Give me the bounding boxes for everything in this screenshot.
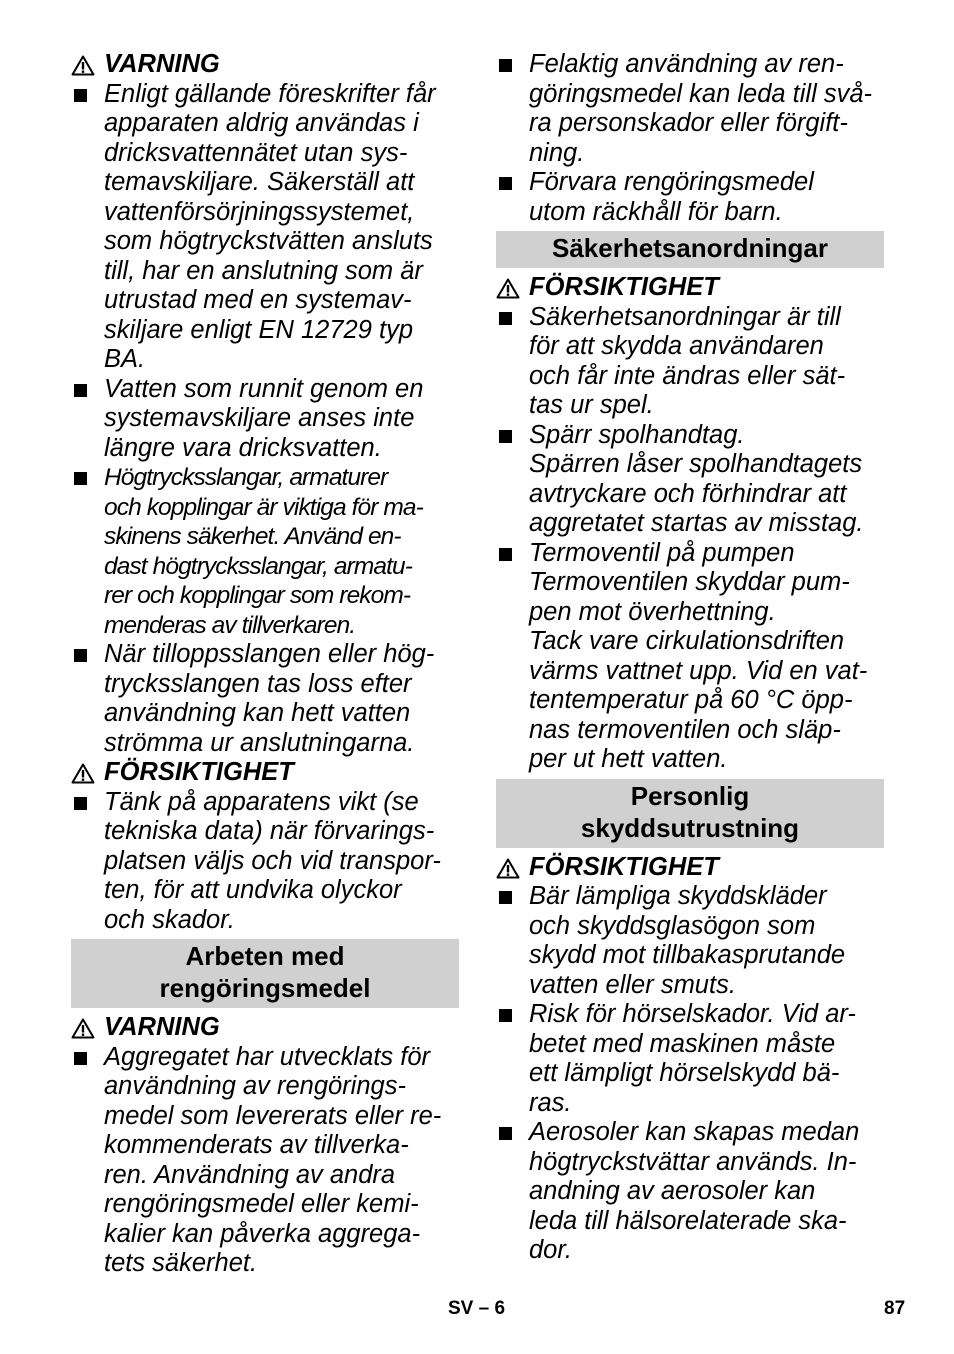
bullet-text-line: systemavskiljare anses inte — [104, 404, 415, 432]
bullet-text-line: skydd mot tillbakasprutande — [529, 941, 846, 969]
bullet-text-line: och skyddsglasögon som — [529, 911, 816, 940]
warning-label-text: VARNING — [104, 1013, 220, 1041]
bullet-text-line: skinens säkerhet. Använd en- — [104, 523, 401, 550]
bullet-item — [71, 80, 459, 375]
bullet-text-line: för att skydda användaren — [529, 332, 824, 360]
right-column — [496, 50, 884, 1266]
bullet-text-line: medel som levererats eller re- — [104, 1101, 442, 1130]
bullet-text-line: andning av aerosoler kan — [529, 1177, 816, 1205]
bullet-item — [496, 50, 884, 168]
bullet-text-line: och skador. — [104, 905, 235, 934]
bullet-item — [71, 640, 459, 758]
bullet-text-line: Termoventilen skyddar pum- — [529, 568, 850, 596]
footer-section-label: SV – 6 — [448, 1298, 506, 1319]
bullet-text-line: vattenförsörjningssystemet, — [104, 197, 415, 226]
bullet-text-line: till, har en anslutning som är — [104, 256, 423, 285]
bullet-text-line: ra personskador eller förgift- — [529, 109, 848, 137]
bullet-text-line: högtryckstvättar används. In- — [529, 1147, 857, 1176]
bullet-text-line: och får inte ändras eller sät- — [529, 361, 846, 390]
bullet-text-line: dast högtrycksslangar, armatu- — [104, 552, 412, 580]
warning-label — [71, 758, 459, 788]
bullet-text-line: rer och kopplingar som rekom- — [104, 582, 411, 609]
bullet-text-line: Spärren låser spolhandtagets — [529, 450, 863, 478]
warning-triangle-icon — [496, 858, 520, 879]
warning-triangle-icon — [71, 763, 95, 784]
bullet-text-line: tekniska data) när förvarings- — [104, 817, 435, 845]
bullet-text-line: utom räckhåll för barn. — [529, 197, 783, 226]
bullet-text-line: När tilloppsslangen eller hög- — [104, 640, 435, 668]
bullet-text-line: och kopplingar är viktiga för ma- — [104, 493, 423, 521]
bullet-item — [496, 882, 884, 1000]
bullet-text-line: nas termoventilen och släp- — [529, 715, 841, 744]
bullet-item — [71, 375, 459, 464]
bullet-text-line: som högtryckstvätten ansluts — [104, 227, 433, 255]
bullet-text-line: skiljare enligt EN 12729 typ — [104, 315, 414, 344]
bullet-text-line: Enligt gällande föreskrifter får — [104, 79, 436, 108]
bullet-text-line: rengöringsmedel eller kemi- — [104, 1190, 419, 1218]
bullet-text-line: dor. — [529, 1236, 572, 1264]
bullet-text-line: apparaten aldrig användas i — [104, 109, 419, 137]
bullet-text-line: tets säkerhet. — [104, 1249, 258, 1277]
bullet-text-line: användning kan hett vatten — [104, 699, 411, 727]
bullet-item — [496, 168, 884, 227]
bullet-text-line: kommenderats av tillverka- — [104, 1131, 409, 1159]
bullet-text-line: Risk för hörselskador. Vid ar- — [529, 1000, 856, 1028]
bullet-text-line: BA. — [104, 345, 146, 373]
bullet-text-line: menderas av tillverkaren. — [104, 611, 356, 639]
bullet-text-line: avtryckare och förhindrar att — [529, 479, 847, 508]
bullet-text-line: göringsmedel kan leda till svå- — [529, 79, 873, 108]
bullet-text-line: dricksvattennätet utan sys- — [104, 138, 408, 167]
page-number: 87 — [884, 1298, 906, 1319]
bullet-text-line: Spärr spolhandtag. — [529, 420, 745, 449]
bullet-item — [496, 421, 884, 539]
bullet-text-line: Förvara rengöringsmedel — [529, 168, 814, 196]
warning-label — [71, 1013, 459, 1043]
warning-triangle-icon — [71, 55, 95, 76]
section-heading — [71, 939, 459, 1008]
bullet-text-line: utrustad med en systemav- — [104, 286, 412, 314]
warning-label-text: FÖRSIKTIGHET — [529, 852, 719, 881]
warning-label-text: FÖRSIKTIGHET — [104, 758, 294, 786]
warning-label — [496, 853, 884, 883]
warning-label-text: VARNING — [104, 50, 220, 78]
bullet-text-line: ras. — [529, 1088, 572, 1117]
bullet-text-line: Tänk på apparatens vikt (se — [104, 787, 419, 816]
bullet-text-line: tentemperatur på 60 °C öpp- — [529, 686, 853, 714]
bullet-text-line: pen mot överhettning. — [529, 597, 776, 626]
bullet-text-line: strömma ur anslutningarna. — [104, 728, 415, 757]
bullet-text-line: Bär lämpliga skyddskläder — [529, 882, 827, 910]
warning-label-text: FÖRSIKTIGHET — [529, 273, 719, 301]
bullet-text-line: ning. — [529, 138, 585, 167]
warning-triangle-icon — [496, 278, 520, 299]
warning-label — [496, 273, 884, 303]
section-heading — [496, 231, 884, 268]
bullet-text-line: Högtrycksslangar, armaturer — [104, 464, 388, 491]
bullet-text-line: tas ur spel. — [529, 391, 654, 419]
bullet-text-line: ett lämpligt hörselskydd bä- — [529, 1059, 840, 1087]
bullet-text-line: Aerosoler kan skapas medan — [529, 1118, 860, 1146]
section-heading-line: skyddsutrustning — [580, 812, 800, 843]
bullet-text-line: per ut hett vatten. — [529, 745, 728, 773]
bullet-text-line: ten, för att undvika olyckor — [104, 876, 402, 904]
bullet-item — [496, 539, 884, 775]
bullet-text-line: värms vattnet upp. Vid en vat- — [529, 656, 868, 685]
bullet-item — [496, 1000, 884, 1118]
section-heading-line: rengöringsmedel — [159, 973, 371, 1003]
bullet-text-line: aggretatet startas av misstag. — [529, 509, 864, 537]
bullet-text-line: Tack vare cirkulationsdriften — [529, 627, 845, 655]
bullet-text-line: platsen väljs och vid transpor- — [104, 846, 441, 875]
left-column — [71, 50, 459, 1279]
bullet-text-line: temavskiljare. Säkerställ att — [104, 168, 415, 196]
bullet-text-line: Aggregatet har utvecklats för — [104, 1042, 431, 1071]
bullet-item — [71, 1043, 459, 1279]
warning-label — [71, 50, 459, 80]
bullet-item — [71, 788, 459, 936]
bullet-text-line: Termoventil på pumpen — [529, 538, 795, 567]
bullet-text-line: ren. Användning av andra — [104, 1160, 396, 1189]
bullet-text-line: Felaktig användning av ren- — [529, 50, 844, 78]
bullet-item — [496, 1118, 884, 1266]
bullet-text-line: kalier kan påverka aggrega- — [104, 1219, 421, 1248]
bullet-text-line: leda till hälsorelaterade ska- — [529, 1206, 847, 1235]
bullet-text-line: Vatten som runnit genom en — [104, 374, 424, 403]
bullet-text-line: betet med maskinen måste — [529, 1029, 836, 1058]
bullet-text-line: trycksslangen tas loss efter — [104, 669, 412, 698]
bullet-text-line: vatten eller smuts. — [529, 970, 736, 999]
section-heading-line: Personlig — [630, 780, 750, 811]
warning-triangle-icon — [71, 1018, 95, 1039]
bullet-text-line: användning av rengörings- — [104, 1072, 406, 1100]
bullet-item — [496, 303, 884, 421]
section-heading-line: Arbeten med — [185, 941, 345, 971]
section-heading-line: Säkerhetsanordningar — [552, 233, 828, 263]
bullet-item — [71, 463, 459, 640]
bullet-text-line: längre vara dricksvatten. — [104, 433, 382, 462]
section-heading — [496, 779, 884, 848]
bullet-text-line: Säkerhetsanordningar är till — [529, 302, 841, 331]
